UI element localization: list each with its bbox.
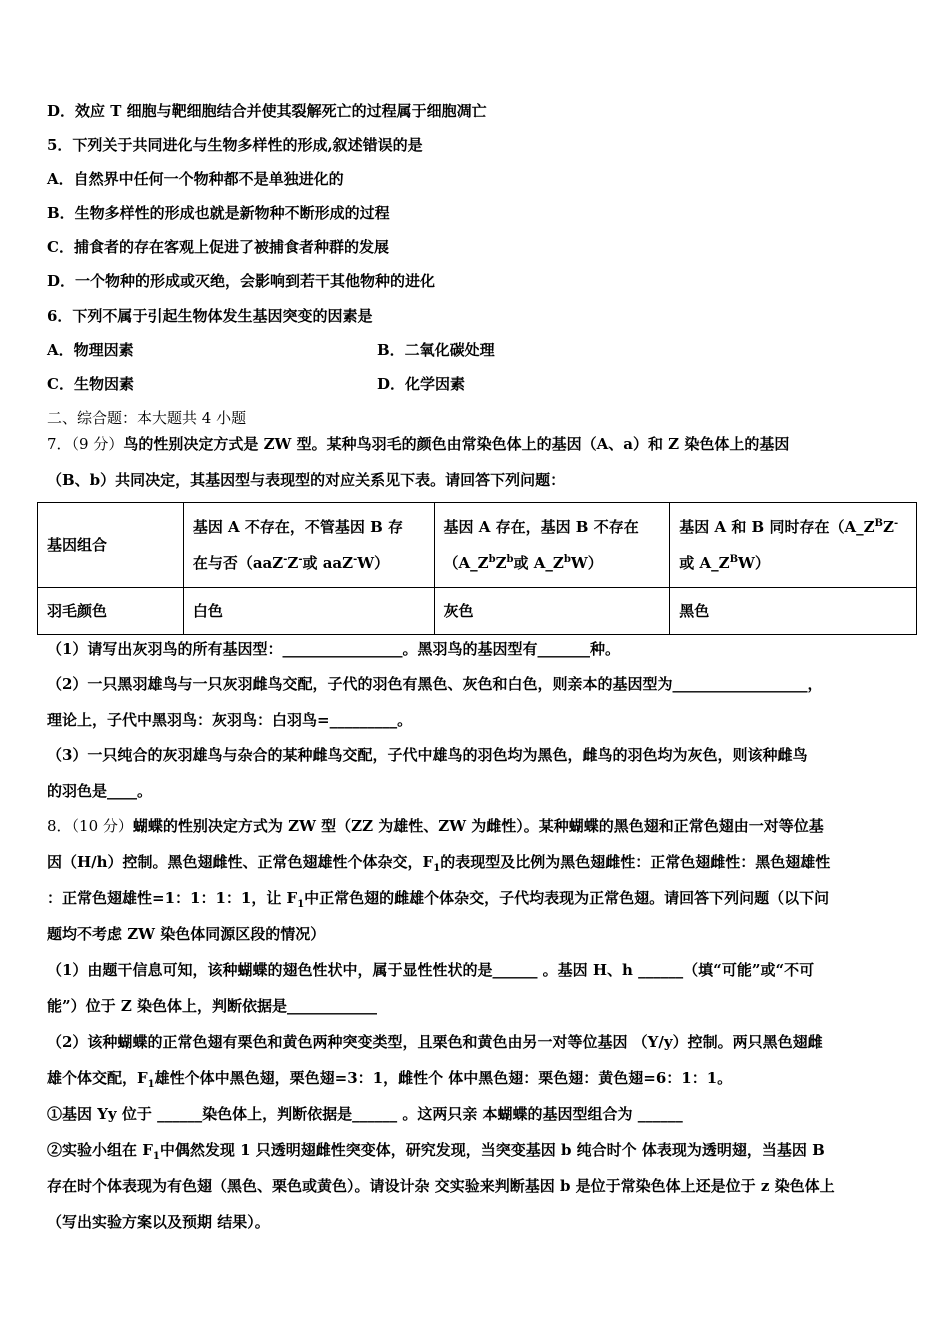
q8-sub1-line1: （1）由题干信息可知，该种蝴蝶的翅色性状中，属于显性性状的是______ 。基因 H、h ______（填“可能”或“不可: [47, 961, 815, 979]
q6-option-c: C．生物因素: [47, 375, 134, 393]
q8-circ2-line3: （写出实验方案以及预期 结果）。: [47, 1213, 270, 1231]
cell-a-and-b-present: 基因 A 和 B 同时存在（$A\_Z^BZ^-$ 或 $A\_Z^BW$）: [670, 503, 917, 588]
q4-option-d: D．效应 T 细胞与靶细胞结合并使其裂解死亡的过程属于细胞凋亡: [47, 102, 487, 120]
q5-option-b: B．生物多样性的形成也就是新物种不断形成的过程: [47, 204, 390, 222]
q8-stem-line4: 题均不考虑 ZW 染色体同源区段的情况）: [47, 925, 326, 943]
q6-stem: 6．下列不属于引起生物体发生基因突变的因素是: [47, 307, 373, 325]
q8-sub2-line1: （2）该种蝴蝶的正常色翅有栗色和黄色两种突变类型，且栗色和黄色由另一对等位基因 （Y/y）控制。两只黑色翅雌: [47, 1033, 823, 1051]
color-black: 黑色: [670, 588, 917, 635]
q8-circ2-line1: ②实验小组在 $F_1$中偶然发现 1 只透明翅雌性突变体，研究发现，当突变基因 b 纯合时个 体表现为透明翅，当基因 B: [47, 1141, 825, 1162]
row-header-feather-color: 羽毛颜色: [38, 588, 184, 635]
q5-stem: 5．下列关于共同进化与生物多样性的形成,叙述错误的是: [47, 136, 423, 154]
q7-stem-line1: 7．（9 分）鸟的性别决定方式是 ZW 型。某种鸟羽毛的颜色由常染色体上的基因（A、a）和 Z 染色体上的基因: [47, 435, 790, 453]
cell-a-absent: 基因 A 不存在，不管基因 B 存 在与否（aaZ-Z-或 aaZ-W）: [183, 503, 434, 588]
q6-option-d: D．化学因素: [377, 375, 466, 393]
q7-sub3-line2: 的羽色是____。: [47, 782, 153, 800]
q7-stem-line2: （B、b）共同决定，其基因型与表现型的对应关系见下表。请回答下列问题：: [47, 471, 566, 489]
section-title: 二、综合题：本大题共 4 小题: [47, 409, 247, 427]
q5-option-a: A．自然界中任何一个物种都不是单独进化的: [47, 170, 344, 188]
q5-option-d: D．一个物种的形成或灭绝，会影响到若干其他物种的进化: [47, 272, 436, 290]
q8-sub1-line2: 能”）位于 Z 染色体上，判断依据是____________: [47, 997, 378, 1015]
q6-option-a: A．物理因素: [47, 341, 134, 359]
q8-stem-line2: 因（H/h）控制。黑色翅雌性、正常色翅雄性个体杂交，$F_1$的表现型及比例为黑色翅雌性：正常色翅雌性：黑色翅雄性: [47, 853, 831, 874]
color-gray: 灰色: [434, 588, 670, 635]
q7-sub2-line1: （2）一只黑羽雄鸟与一只灰羽雌鸟交配，子代的羽色有黑色、灰色和白色，则亲本的基因型为__________________，: [47, 675, 823, 693]
q7-sub1: （1）请写出灰羽鸟的所有基因型：________________。黑羽鸟的基因型有_______种。: [47, 640, 620, 658]
q8-circ1: ①基因 Yy 位于 ______染色体上，判断依据是______ 。这两只亲 本蝴蝶的基因型组合为 ______: [47, 1105, 683, 1123]
q8-circ2-line2: 存在时个体表现为有色翅（黑色、栗色或黄色）。请设计杂 交实验来判断基因 b 是位于常染色体上还是位于 z 染色体上: [47, 1177, 835, 1195]
genotype-phenotype-table: [37, 502, 917, 635]
color-white: 白色: [183, 588, 434, 635]
q5-option-c: C．捕食者的存在客观上促进了被捕食者种群的发展: [47, 238, 389, 256]
cell-a-present-b-absent: 基因 A 存在，基因 B 不存在 （$A\_Z^bZ^b$或 $A\_Z^bW$）: [434, 503, 670, 588]
q8-stem-line3: ：正常色翅雄性=1：1：1：1，让 $F_1$中正常色翅的雌雄个体杂交，子代均表现为正常色翅。请回答下列问题（以下问: [47, 889, 830, 910]
table-row: [38, 503, 917, 588]
q6-option-b: B．二氧化碳处理: [377, 341, 495, 359]
table-row: [38, 588, 917, 635]
q7-sub3-line1: （3）一只纯合的灰羽雄鸟与杂合的某种雌鸟交配，子代中雄鸟的羽色均为黑色，雌鸟的羽色均为灰色，则该种雌鸟: [47, 746, 808, 764]
q8-stem-line1: 8．（10 分）蝴蝶的性别决定方式为 ZW 型（ZZ 为雄性、ZW 为雌性）。某种蝴蝶的黑色翅和正常色翅由一对等位基: [47, 817, 824, 835]
q7-sub2-line2: 理论上，子代中黑羽鸟：灰羽鸟：白羽鸟=_________。: [47, 711, 413, 729]
q8-sub2-line2: 雄个体交配，$F_1$雄性个体中黑色翅，栗色翅=3：1，雌性个 体中黑色翅：栗色翅：黄色翅=6：1：1。: [47, 1069, 733, 1090]
row-header-gene-combo: 基因组合: [38, 503, 184, 588]
